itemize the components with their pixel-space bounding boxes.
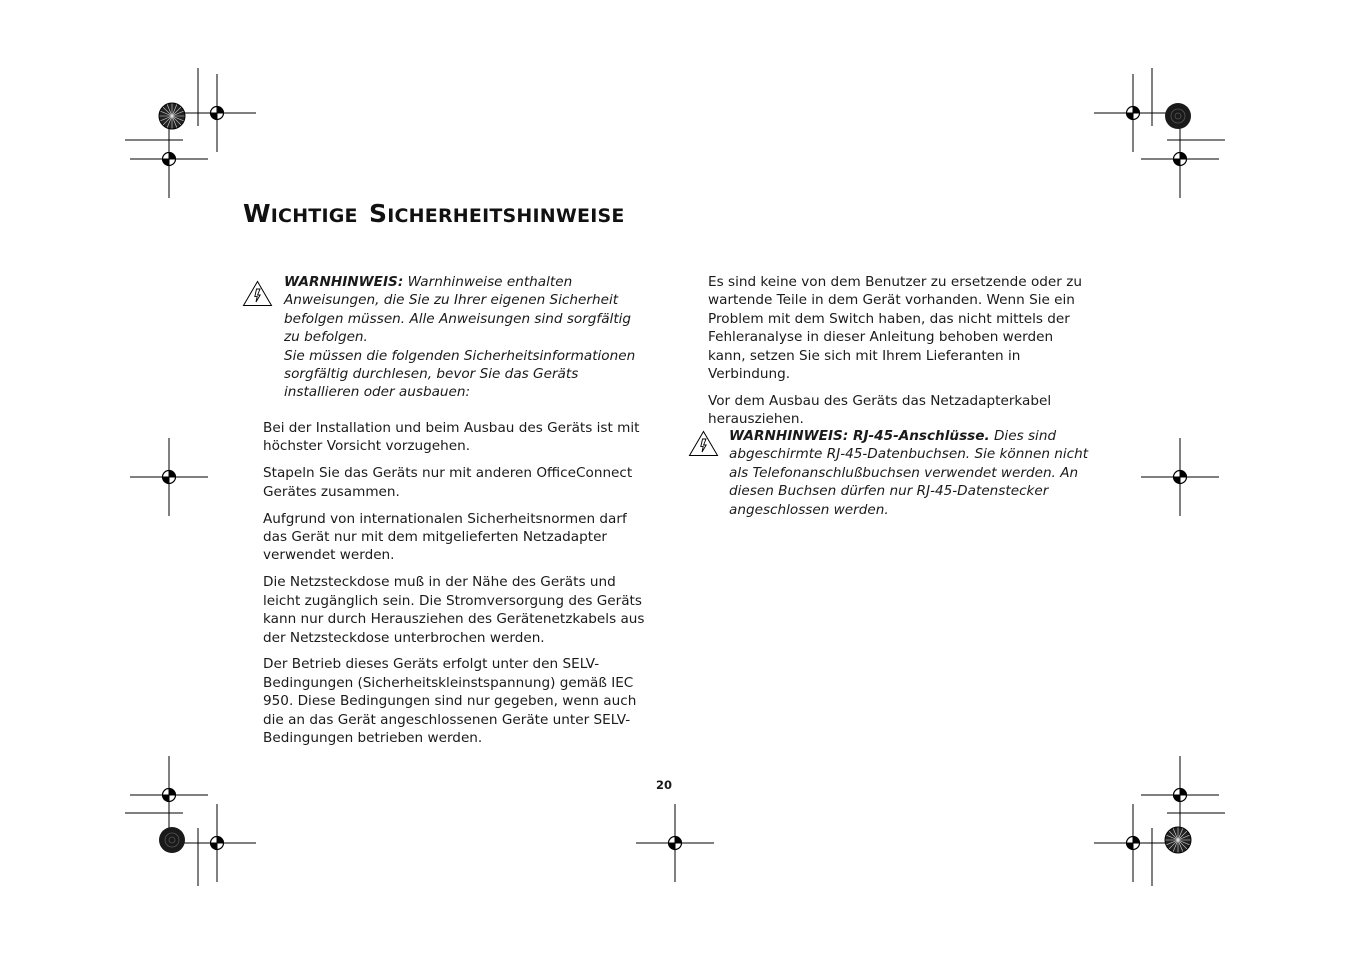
electrical-hazard-triangle-icon (688, 430, 719, 457)
warning-notice-rj45 (729, 427, 1091, 519)
warning-text: WARNHINWEIS: Warnhinweise enthalten Anweisungen, die Sie zu Ihrer eigenen Sicherheit befolgen müssen. Alle Anweisungen sind sorgfältig zu befolgen. (284, 274, 632, 346)
warning-label: WARNHINWEIS: (284, 274, 404, 290)
paragraph: Vor dem Ausbau des Geräts das Netzadapterkabel herausziehen. (708, 392, 1052, 428)
left-column (263, 419, 648, 756)
warning-label: WARNHINWEIS: RJ-45-Anschlüsse. (729, 428, 990, 444)
warning-notice (284, 273, 649, 402)
paragraph: Aufgrund von internationalen Sicherheitsnormen darf das Gerät nur mit dem mitgelieferten Netzadapter verwendet werden. (263, 510, 627, 564)
electrical-hazard-triangle-icon (242, 280, 273, 307)
paragraph: Es sind keine von dem Benutzer zu ersetzende oder zu wartende Teile in dem Gerät vorhanden. Wenn Sie ein Problem mit dem Switch haben, das nicht mittels der Fehleranalyse in dieser Anleitung behoben werden kann, setzen Sie sich mit Ihrem Lieferanten in Verbindung. (708, 274, 1082, 383)
right-column (708, 273, 1092, 437)
paragraph: Die Netzsteckdose muß in der Nähe des Geräts und leicht zugänglich sein. Die Stromversorgung des Geräts kann nur durch Herausziehen des Gerätenetzkabels aus der Netzsteckdose unterbrochen werden. (263, 574, 645, 646)
paragraph: Bei der Installation und beim Ausbau des Geräts ist mit höchster Vorsicht vorzugehen. (263, 420, 640, 455)
page-number: 20 (655, 778, 672, 792)
warning-text: WARNHINWEIS: RJ-45-Anschlüsse. Dies sind abgeschirmte RJ-45-Datenbuchsen. Sie können nicht als Telefonanschlußbuchsen verwendet werden. An diesen Buchsen dürfen nur RJ-45-Datenstecker angeschlossen werden. (729, 428, 1089, 518)
paragraph: Stapeln Sie das Geräts nur mit anderen OfficeConnect Gerätes zusammen. (263, 465, 633, 500)
page-title: WICHTIGE SICHERHEITSHINWEISE (243, 199, 625, 228)
warning-text-2: Sie müssen die folgenden Sicherheitsinformationen sorgfältig durchlesen, bevor Sie das Geräts installieren oder ausbauen: (284, 347, 636, 401)
paragraph: Der Betrieb dieses Geräts erfolgt unter den SELV-Bedingungen (Sicherheitskleinstspannung) gemäß IEC 950. Diese Bedingungen sind nur gegeben, wenn auch die an das Gerät angeschlossenen Geräte unter SELV-Bedingungen betrieben werden. (263, 656, 637, 747)
